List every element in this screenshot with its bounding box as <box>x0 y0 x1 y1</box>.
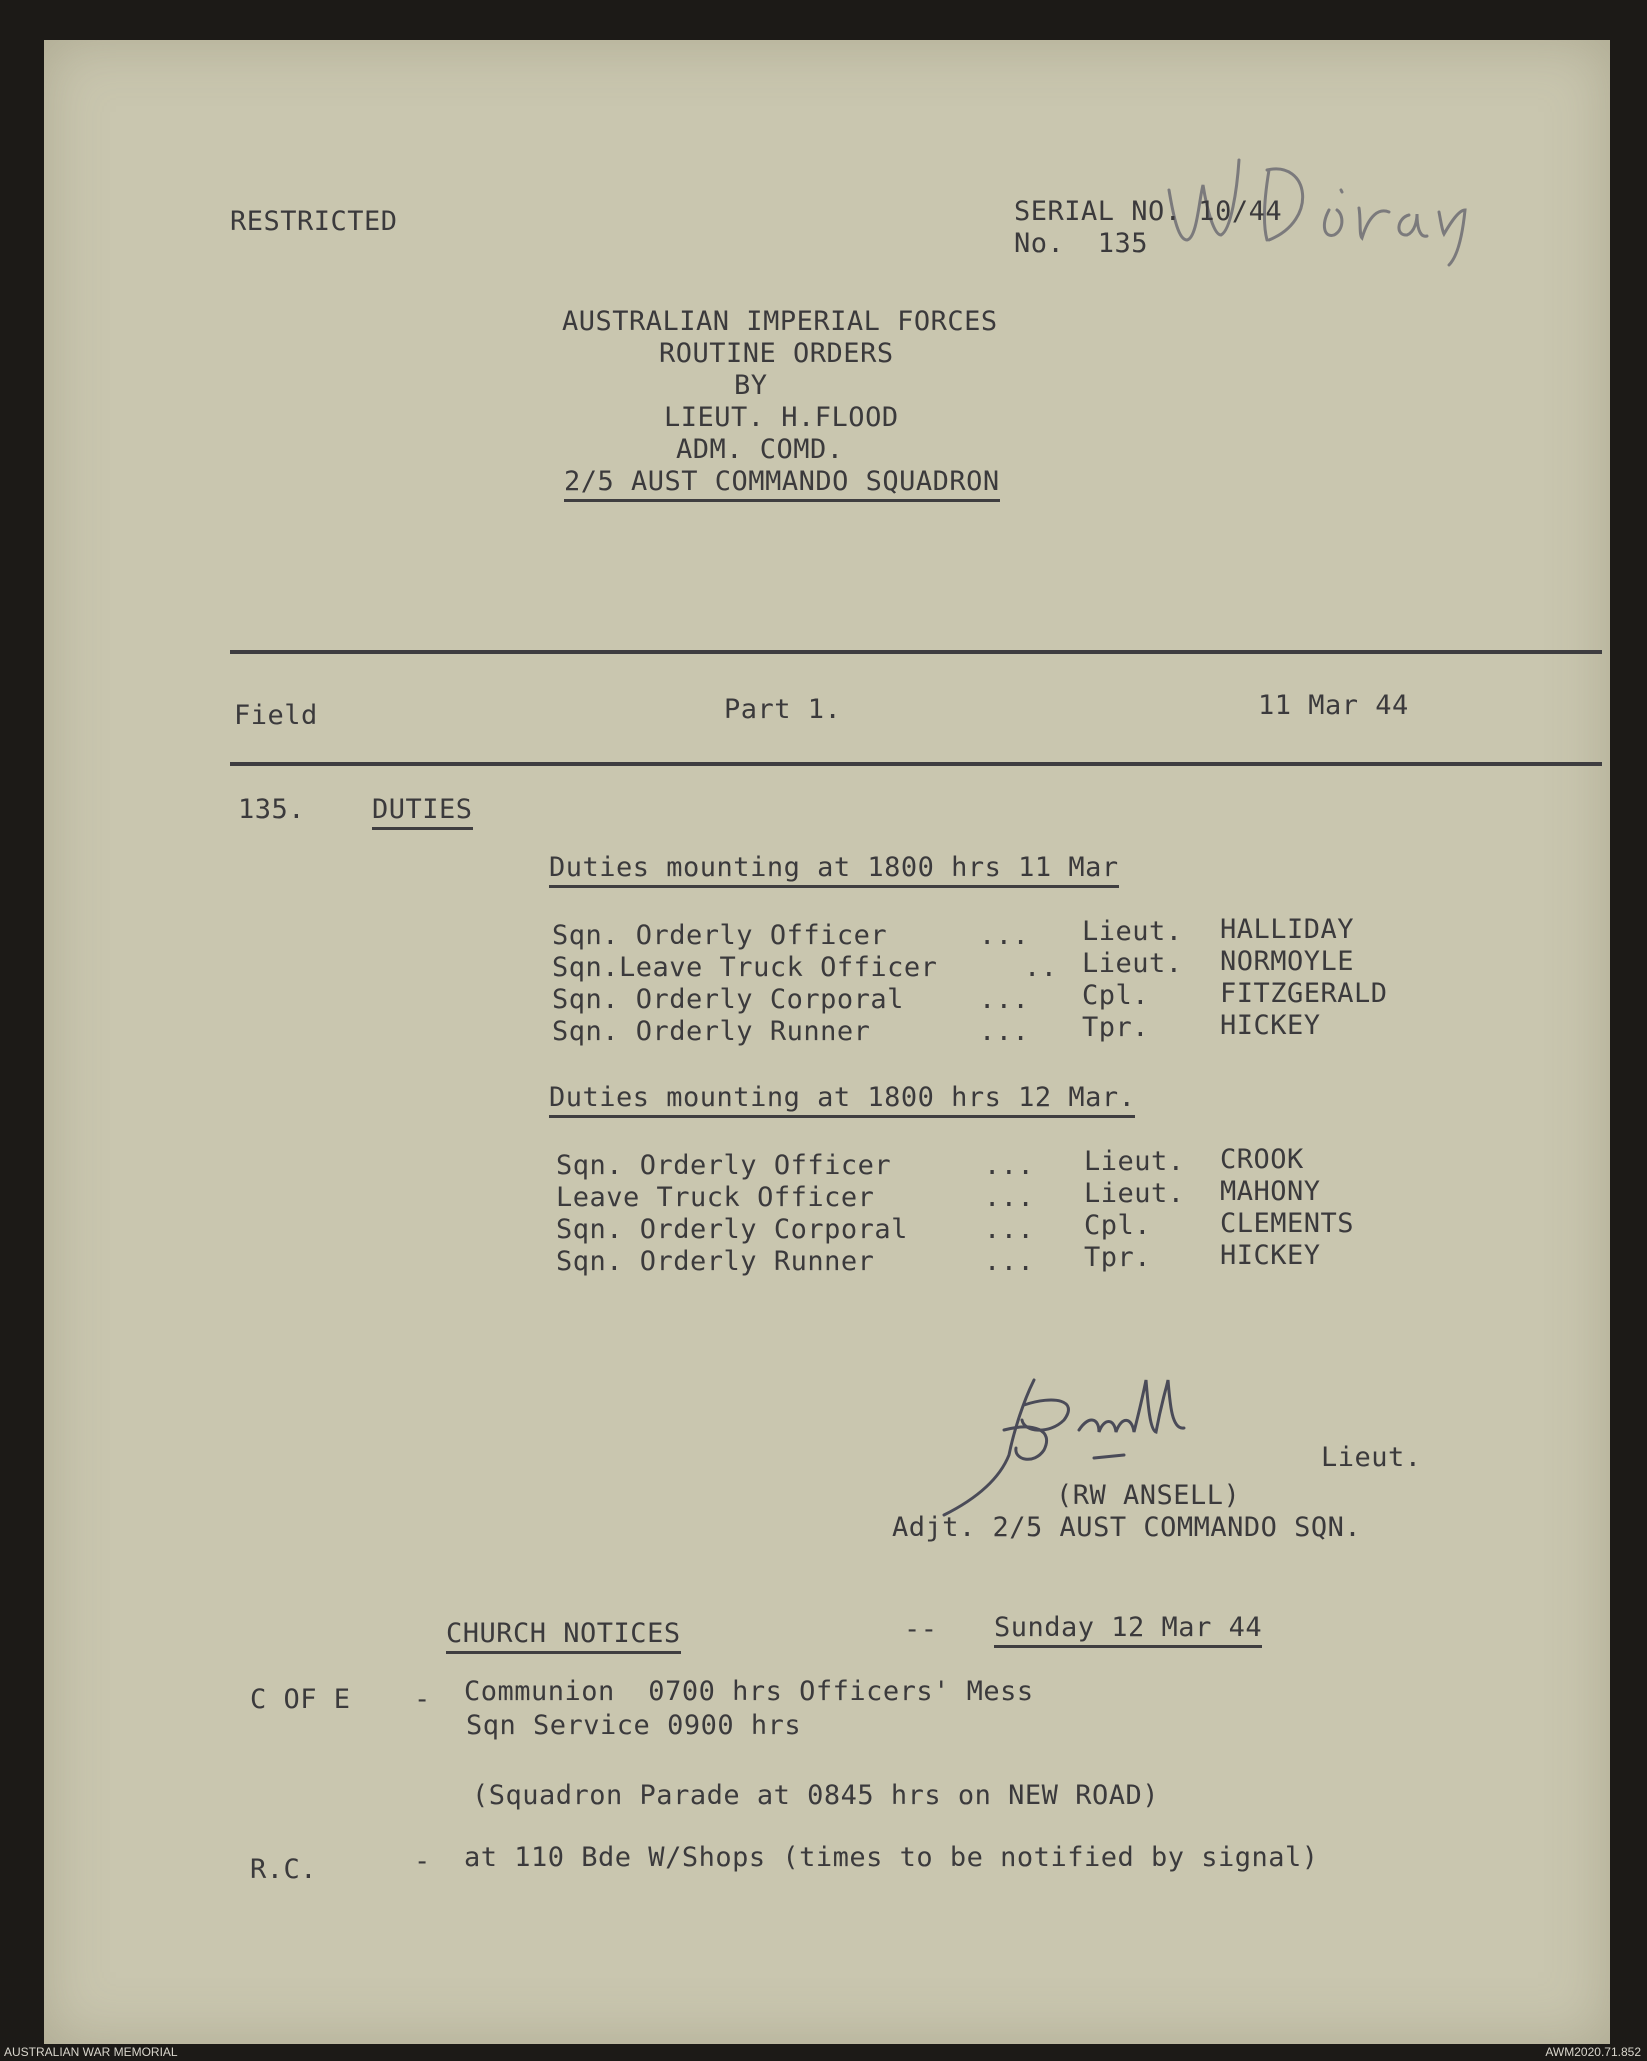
denomination-label: C OF E <box>250 1684 351 1715</box>
rule-top <box>230 650 1602 654</box>
duty-dots: .. <box>1024 952 1058 983</box>
location-label: Field <box>234 700 318 731</box>
church-date: Sunday 12 Mar 44 <box>994 1612 1262 1648</box>
church-line: Communion 0700 hrs Officers' Mess <box>464 1676 1034 1707</box>
church-dash: -- <box>904 1614 938 1645</box>
title-line-5: ADM. COMD. <box>676 434 844 465</box>
duty-rank: Lieut. <box>1084 1146 1185 1177</box>
duty-role: Leave Truck Officer <box>556 1182 875 1213</box>
footer-archive-name: AUSTRALIAN WAR MEMORIAL <box>4 2045 178 2059</box>
duty-name: CLEMENTS <box>1220 1208 1355 1239</box>
duty-dots: ... <box>979 920 1030 951</box>
title-line-2: ROUTINE ORDERS <box>659 338 894 369</box>
duty-name: HICKEY <box>1220 1240 1321 1271</box>
duty-name: CROOK <box>1220 1144 1304 1175</box>
parade-note: (Squadron Parade at 0845 hrs on NEW ROAD) <box>472 1780 1159 1811</box>
duty-role: Sqn. Orderly Officer <box>556 1150 892 1181</box>
duty-dots: ... <box>979 984 1030 1015</box>
duty-dots: ... <box>979 1016 1030 1047</box>
signatory-appointment: Adjt. 2/5 AUST COMMANDO SQN. <box>892 1512 1362 1543</box>
duty-rank: Cpl. <box>1082 980 1150 1011</box>
order-date: 11 Mar 44 <box>1258 690 1409 721</box>
title-line-6: 2/5 AUST COMMANDO SQUADRON <box>564 466 1000 502</box>
signatory-rank: Lieut. <box>1321 1442 1422 1473</box>
signatory-name: (RW ANSELL) <box>1056 1480 1241 1511</box>
church-heading: CHURCH NOTICES <box>446 1618 681 1654</box>
duty-role: Sqn. Orderly Corporal <box>556 1214 908 1245</box>
duty-role: Sqn. Orderly Runner <box>556 1246 875 1277</box>
order-number: No. 135 <box>1014 228 1149 259</box>
rule-bottom <box>230 762 1602 766</box>
title-line-4: LIEUT. H.FLOOD <box>664 402 899 433</box>
duty-dots: ... <box>984 1150 1035 1181</box>
duty-rank: Lieut. <box>1082 916 1183 947</box>
duty-name: MAHONY <box>1220 1176 1321 1207</box>
duty-rank: Lieut. <box>1084 1178 1185 1209</box>
document-page <box>44 40 1610 2044</box>
part-label: Part 1. <box>724 694 842 725</box>
entry-dash: - <box>414 1846 431 1877</box>
footer-reference: AWM2020.71.852 <box>1545 2045 1641 2059</box>
duty-name: HICKEY <box>1220 1010 1321 1041</box>
duty-role: Sqn.Leave Truck Officer <box>552 952 938 983</box>
title-line-3: BY <box>734 370 768 401</box>
duty-rank: Lieut. <box>1082 948 1183 979</box>
duty-role: Sqn. Orderly Corporal <box>552 984 904 1015</box>
entry-dash: - <box>414 1684 431 1715</box>
duty-dots: ... <box>984 1182 1035 1213</box>
duty-name: HALLIDAY <box>1220 914 1355 945</box>
duty-name: NORMOYLE <box>1220 946 1355 977</box>
denomination-label: R.C. <box>250 1854 318 1885</box>
duties-heading: DUTIES <box>372 794 473 830</box>
serial-number: SERIAL NO. 10/44 <box>1014 196 1283 227</box>
duty-role: Sqn. Orderly Officer <box>552 920 888 951</box>
duty-name: FITZGERALD <box>1220 978 1388 1009</box>
duty-role: Sqn. Orderly Runner <box>552 1016 871 1047</box>
duties-group-1-heading: Duties mounting at 1800 hrs 11 Mar <box>549 852 1119 888</box>
duty-rank: Cpl. <box>1084 1210 1152 1241</box>
duty-dots: ... <box>984 1246 1035 1277</box>
duty-dots: ... <box>984 1214 1035 1245</box>
title-line-1: AUSTRALIAN IMPERIAL FORCES <box>562 306 998 337</box>
duty-rank: Tpr. <box>1084 1242 1152 1273</box>
duty-rank: Tpr. <box>1082 1012 1150 1043</box>
item-number: 135. <box>238 794 306 825</box>
duties-group-2-heading: Duties mounting at 1800 hrs 12 Mar. <box>549 1082 1135 1118</box>
classification-label: RESTRICTED <box>230 206 398 237</box>
church-line: Sqn Service 0900 hrs <box>466 1710 802 1741</box>
church-line: at 110 Bde W/Shops (times to be notified by signal) <box>464 1842 1319 1873</box>
